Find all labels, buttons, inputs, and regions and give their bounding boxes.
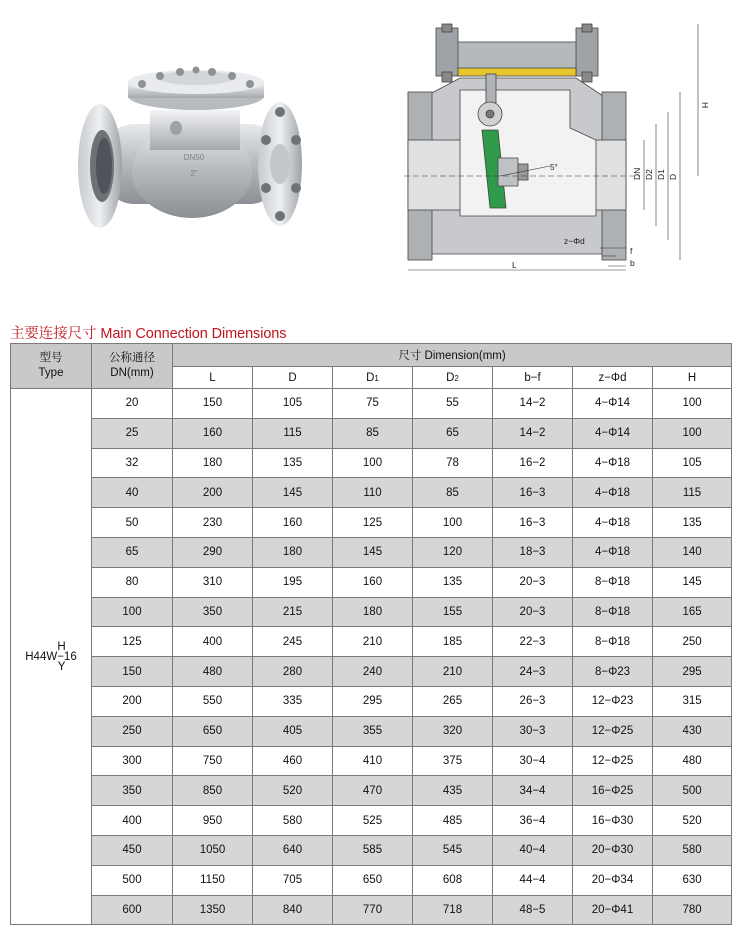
dimension-cell: 230 <box>173 508 253 538</box>
dimension-cell: 295 <box>333 686 413 716</box>
dn-cell: 20 <box>92 389 173 419</box>
dn-cell: 25 <box>92 418 173 448</box>
dimension-cell: 520 <box>253 776 333 806</box>
dimension-cell: 34−4 <box>493 776 573 806</box>
dimension-cell: 85 <box>413 478 493 508</box>
dimension-cell: 840 <box>253 895 333 925</box>
table-row <box>11 806 732 836</box>
drawing-label-zd: z−Φd <box>564 236 585 246</box>
dimension-cell: 135 <box>413 567 493 597</box>
dimension-cell: 400 <box>173 627 253 657</box>
photo-mark-dn: DN50 <box>183 153 205 162</box>
dimension-cell: 115 <box>653 478 732 508</box>
dn-header <box>92 344 173 389</box>
dimension-cell: 608 <box>413 865 493 895</box>
column-header: L <box>173 367 253 389</box>
dimension-cell: 435 <box>413 776 493 806</box>
dimension-cell: 245 <box>253 627 333 657</box>
dimension-cell: 335 <box>253 686 333 716</box>
dimension-cell: 30−3 <box>493 716 573 746</box>
dimension-cell: 1350 <box>173 895 253 925</box>
dimension-cell: 44−4 <box>493 865 573 895</box>
dimension-cell: 430 <box>653 716 732 746</box>
dimension-cell: 460 <box>253 746 333 776</box>
dimension-cell: 8−Φ18 <box>573 567 653 597</box>
dimension-cell: 4−Φ14 <box>573 389 653 419</box>
dimension-cell: 185 <box>413 627 493 657</box>
dimension-cell: 135 <box>253 448 333 478</box>
dn-cell: 450 <box>92 835 173 865</box>
dimension-cell: 1150 <box>173 865 253 895</box>
dimension-cell: 30−4 <box>493 746 573 776</box>
dimension-cell: 165 <box>653 597 732 627</box>
dimension-cell: 150 <box>173 389 253 419</box>
dimension-cell: 215 <box>253 597 333 627</box>
dimension-cell: 12−Φ23 <box>573 686 653 716</box>
dimension-cell: 135 <box>653 508 732 538</box>
dimension-cell: 16−3 <box>493 508 573 538</box>
dimension-cell: 75 <box>333 389 413 419</box>
table-row <box>11 716 732 746</box>
dimension-cell: 630 <box>653 865 732 895</box>
valve-photo <box>76 66 308 250</box>
dn-cell: 600 <box>92 895 173 925</box>
dimension-cell: 750 <box>173 746 253 776</box>
type-header-en: Type <box>38 367 64 379</box>
dimension-cell: 355 <box>333 716 413 746</box>
valve-section-drawing <box>400 18 720 280</box>
dimension-cell: 718 <box>413 895 493 925</box>
dn-cell: 150 <box>92 657 173 687</box>
table-row <box>11 895 732 925</box>
dimension-cell: 115 <box>253 418 333 448</box>
dn-cell: 80 <box>92 567 173 597</box>
dimension-cell: 295 <box>653 657 732 687</box>
drawing-label-d: D <box>668 173 678 180</box>
dimension-cell: 20−3 <box>493 567 573 597</box>
column-header: b−f <box>493 367 573 389</box>
dimension-cell: 375 <box>413 746 493 776</box>
dn-cell: 50 <box>92 508 173 538</box>
dimension-cell: 145 <box>653 567 732 597</box>
dimension-header: 尺寸 Dimension(mm) <box>173 344 732 367</box>
dimension-cell: 350 <box>173 597 253 627</box>
drawing-label-h: H <box>700 102 710 109</box>
dimension-cell: 650 <box>173 716 253 746</box>
drawing-label-dn: DN <box>632 167 642 180</box>
dn-cell: 65 <box>92 537 173 567</box>
column-header: z−Φd <box>573 367 653 389</box>
model-mid: W−16 <box>46 650 77 663</box>
dimension-cell: 36−4 <box>493 806 573 836</box>
table-row <box>11 567 732 597</box>
dimension-cell: 105 <box>253 389 333 419</box>
dimension-cell: 20−Φ30 <box>573 835 653 865</box>
table-row <box>11 835 732 865</box>
dimension-cell: 250 <box>653 627 732 657</box>
dimension-cell: 145 <box>333 537 413 567</box>
dn-cell: 400 <box>92 806 173 836</box>
dimension-cell: 14−2 <box>493 418 573 448</box>
section-title <box>10 322 286 343</box>
section-title-zh: 主要连接尺寸 <box>10 326 97 342</box>
dimension-cell: 310 <box>173 567 253 597</box>
dimension-cell: 585 <box>333 835 413 865</box>
type-header <box>11 344 92 389</box>
drawing-label-l: L <box>512 260 517 270</box>
dimension-cell: 520 <box>653 806 732 836</box>
dn-cell: 300 <box>92 746 173 776</box>
dimension-cell: 20−Φ34 <box>573 865 653 895</box>
column-header: D <box>253 367 333 389</box>
dimension-cell: 160 <box>173 418 253 448</box>
dimension-cell: 410 <box>333 746 413 776</box>
dimension-cell: 850 <box>173 776 253 806</box>
dn-cell: 350 <box>92 776 173 806</box>
dimension-cell: 545 <box>413 835 493 865</box>
dimension-cell: 290 <box>173 537 253 567</box>
dimension-cell: 110 <box>333 478 413 508</box>
dimension-cell: 14−2 <box>493 389 573 419</box>
dimension-cell: 240 <box>333 657 413 687</box>
dimension-cell: 210 <box>413 657 493 687</box>
dimension-cell: 16−Φ30 <box>573 806 653 836</box>
dimension-cell: 20−3 <box>493 597 573 627</box>
dn-cell: 500 <box>92 865 173 895</box>
dimension-cell: 4−Φ18 <box>573 537 653 567</box>
dimension-cell: 8−Φ23 <box>573 657 653 687</box>
dn-header-en: DN(mm) <box>110 367 154 379</box>
drawing-label-d2: D2 <box>644 169 654 180</box>
dimension-cell: 780 <box>653 895 732 925</box>
dimension-cell: 525 <box>333 806 413 836</box>
model-prefix: H44 <box>25 650 47 663</box>
table-row <box>11 657 732 687</box>
dimension-cell: 485 <box>413 806 493 836</box>
dimension-cell: 1050 <box>173 835 253 865</box>
dn-header-zh: 公称通径 <box>109 352 155 364</box>
dimension-cell: 16−2 <box>493 448 573 478</box>
model-bottom: Y <box>57 660 66 673</box>
dimension-cell: 580 <box>653 835 732 865</box>
photo-mark-size: 2" <box>190 169 198 178</box>
table-row <box>11 686 732 716</box>
dimension-cell: 280 <box>253 657 333 687</box>
dimension-cell: 770 <box>333 895 413 925</box>
dimension-cell: 180 <box>173 448 253 478</box>
dimension-cell: 120 <box>413 537 493 567</box>
section-title-en: Main Connection Dimensions <box>100 326 287 342</box>
dimension-cell: 180 <box>333 597 413 627</box>
table-row <box>11 478 732 508</box>
drawing-label-d1: D1 <box>656 169 666 180</box>
dimension-cell: 705 <box>253 865 333 895</box>
dimension-cell: 480 <box>653 746 732 776</box>
dimension-cell: 24−3 <box>493 657 573 687</box>
dimension-cell: 105 <box>653 448 732 478</box>
dimension-cell: 200 <box>173 478 253 508</box>
dimension-cell: 155 <box>413 597 493 627</box>
dimension-cell: 180 <box>253 537 333 567</box>
dn-cell: 32 <box>92 448 173 478</box>
dimension-cell: 48−5 <box>493 895 573 925</box>
dimension-cell: 950 <box>173 806 253 836</box>
table-row <box>11 746 732 776</box>
dn-cell: 40 <box>92 478 173 508</box>
table-row <box>11 865 732 895</box>
dimension-cell: 550 <box>173 686 253 716</box>
table-row <box>11 389 732 419</box>
dimension-cell: 22−3 <box>493 627 573 657</box>
dimension-cell: 12−Φ25 <box>573 716 653 746</box>
dimension-cell: 100 <box>653 389 732 419</box>
table-row <box>11 776 732 806</box>
dimension-cell: 210 <box>333 627 413 657</box>
column-header: H <box>653 367 732 389</box>
table-row <box>11 418 732 448</box>
dimension-cell: 4−Φ18 <box>573 448 653 478</box>
dimension-cell: 500 <box>653 776 732 806</box>
dimension-cell: 4−Φ18 <box>573 478 653 508</box>
table-row <box>11 627 732 657</box>
table-row <box>11 508 732 538</box>
dimension-cell: 55 <box>413 389 493 419</box>
drawing-angle-label: 5° <box>550 163 558 172</box>
dimension-cell: 26−3 <box>493 686 573 716</box>
dimension-cell: 480 <box>173 657 253 687</box>
dn-cell: 200 <box>92 686 173 716</box>
dimension-cell: 16−3 <box>493 478 573 508</box>
dimension-cell: 640 <box>253 835 333 865</box>
dimension-cell: 315 <box>653 686 732 716</box>
model-cell <box>11 389 92 925</box>
dimension-cell: 78 <box>413 448 493 478</box>
drawing-label-b: b <box>630 258 635 268</box>
dimension-cell: 140 <box>653 537 732 567</box>
dimension-cell: 580 <box>253 806 333 836</box>
dimension-cell: 65 <box>413 418 493 448</box>
dimension-cell: 40−4 <box>493 835 573 865</box>
type-header-zh: 型号 <box>39 352 63 364</box>
dimension-cell: 20−Φ41 <box>573 895 653 925</box>
dimension-cell: 8−Φ18 <box>573 597 653 627</box>
dimension-cell: 195 <box>253 567 333 597</box>
dimension-cell: 4−Φ18 <box>573 508 653 538</box>
drawing-label-f: f <box>630 246 633 256</box>
table-row <box>11 597 732 627</box>
dn-cell: 100 <box>92 597 173 627</box>
model-top: H <box>57 640 66 653</box>
dimension-cell: 12−Φ25 <box>573 746 653 776</box>
dimension-cell: 125 <box>333 508 413 538</box>
dimension-cell: 18−3 <box>493 537 573 567</box>
dimension-cell: 265 <box>413 686 493 716</box>
dn-cell: 125 <box>92 627 173 657</box>
dimension-cell: 8−Φ18 <box>573 627 653 657</box>
dimension-cell: 320 <box>413 716 493 746</box>
dimension-cell: 100 <box>333 448 413 478</box>
table-row <box>11 537 732 567</box>
dimension-cell: 470 <box>333 776 413 806</box>
dn-cell: 250 <box>92 716 173 746</box>
dimensions-table <box>10 343 732 925</box>
dimension-cell: 160 <box>253 508 333 538</box>
table-row <box>11 448 732 478</box>
dimension-cell: 16−Φ25 <box>573 776 653 806</box>
column-header: D2 <box>413 367 493 389</box>
dimension-cell: 100 <box>413 508 493 538</box>
dimension-cell: 145 <box>253 478 333 508</box>
dimension-cell: 100 <box>653 418 732 448</box>
dimension-cell: 650 <box>333 865 413 895</box>
column-header: D1 <box>333 367 413 389</box>
dimension-cell: 85 <box>333 418 413 448</box>
dimension-cell: 160 <box>333 567 413 597</box>
dimension-cell: 405 <box>253 716 333 746</box>
dimension-cell: 4−Φ14 <box>573 418 653 448</box>
